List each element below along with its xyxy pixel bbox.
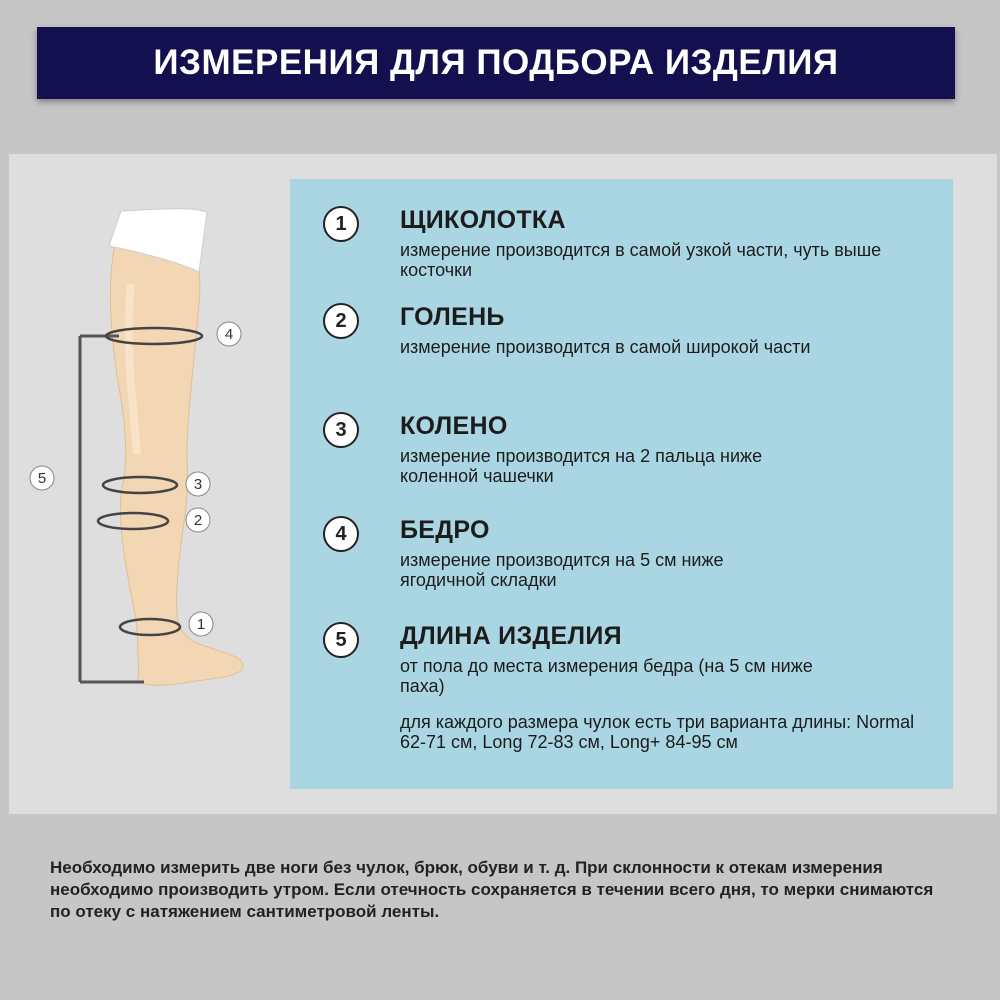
marker-5 (30, 466, 54, 490)
marker-2 (186, 508, 210, 532)
title-banner (37, 27, 955, 99)
number-badge: 1 (323, 206, 359, 242)
item-heading: ЩИКОЛОТКА (400, 206, 566, 234)
footer-note: Необходимо измерить две ноги без чулок, брюк, обуви и т. д. При склонности к отекам измерения необходимо производить утром. Если отечность сохраняется в течении всего дня, то мерки снимаются по отеку с натяжением сантиметровой ленты. (50, 858, 934, 921)
number-badge: 2 (323, 303, 359, 339)
item-extra-note: для каждого размера чулок есть три варианта длины: Normal 62-71 см, Long 72-83 см, Long+ 84-95 см (400, 712, 915, 752)
item-heading: КОЛЕНО (400, 412, 508, 440)
item-heading: ГОЛЕНЬ (400, 303, 505, 331)
page-title: ИЗМЕРЕНИЯ ДЛЯ ПОДБОРА ИЗДЕЛИЯ (153, 43, 839, 82)
marker-4 (217, 322, 241, 346)
item-heading: БЕДРО (400, 516, 490, 544)
number-badge: 3 (323, 412, 359, 448)
marker-3 (186, 472, 210, 496)
item-heading: ДЛИНА ИЗДЕЛИЯ (400, 622, 622, 650)
item-description: измерение производится в самой широкой части (400, 337, 811, 357)
svg-text:4: 4 (224, 326, 234, 343)
svg-text:1: 1 (196, 616, 206, 633)
leg-diagram (9, 154, 289, 814)
number-badge: 5 (323, 622, 359, 658)
item-description: измерение производится на 2 пальца ниже коленной чашечки (400, 446, 763, 486)
svg-text:3: 3 (193, 476, 203, 493)
content-panel (9, 154, 997, 814)
marker-1 (189, 612, 213, 636)
item-description: измерение производится в самой узкой части, чуть выше косточки (400, 240, 882, 280)
number-badge: 4 (323, 516, 359, 552)
item-description: от пола до места измерения бедра (на 5 см ниже паха) (400, 656, 813, 696)
item-description: измерение производится на 5 см ниже ягодичной складки (400, 550, 724, 590)
svg-text:2: 2 (193, 512, 203, 529)
measurements-info-box (290, 179, 953, 789)
svg-text:5: 5 (37, 470, 47, 487)
